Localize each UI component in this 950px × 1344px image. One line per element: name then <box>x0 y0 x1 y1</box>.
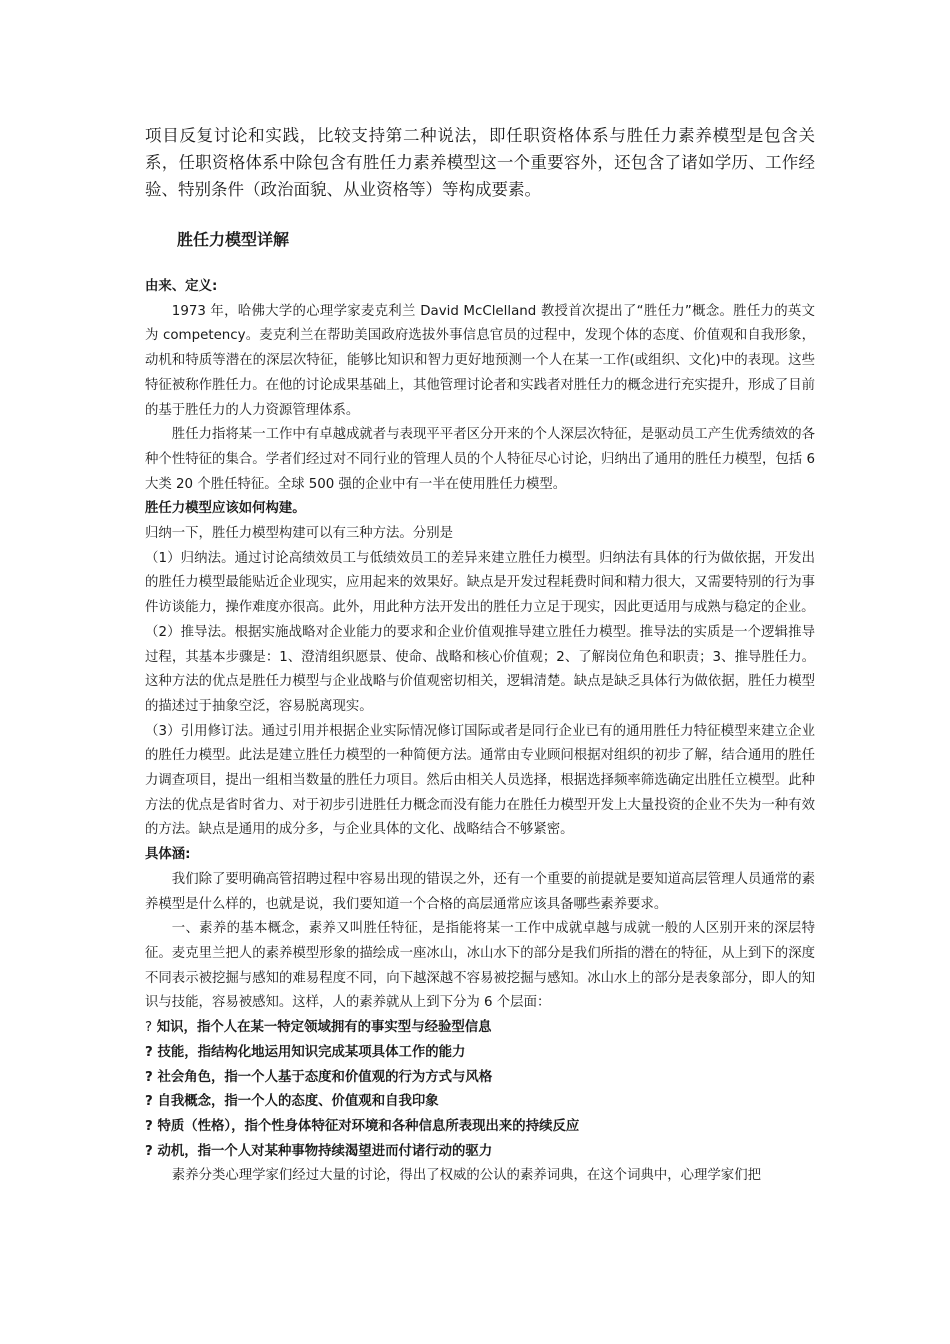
layer-text: 社会角色，指一个人基于态度和价值观的行为方式与风格 <box>157 1069 493 1085</box>
layer-item <box>145 1041 815 1066</box>
layer-item <box>145 1090 815 1115</box>
layer-text: 技能，指结构化地运用知识完成某项具体工作的能力 <box>157 1044 466 1060</box>
build-intro: 归纳一下，胜任力模型构建可以有三种方法。分别是 <box>145 526 453 542</box>
content-paragraph-1: 我们除了要明确高管招聘过程中容易出现的错误之外，还有一个重要的前提就是要知道高层管理人员通常的素养模型是什么样的，也就是说，我们要知道一个合格的高层通常应该具备哪些素养要求。 <box>145 871 815 912</box>
content-heading: 具体涵: <box>145 847 191 863</box>
content-paragraph-2: 一、素养的基本概念，素养又叫胜任特征，是指能将某一工作中成就卓越与成就一般的人区别开来的深层特征。麦克里兰把人的素养模型形象的描绘成一座冰山，冰山水下的部分是我们所指的潜在的特征，从上到下的深度不同表示被挖掘与感知的难易程度不同，向下越深越不容易被挖掘与感知。冰山水上的部分是表象部分，即人的知识与技能，容易被感知。这样，人的素养就从上到下分为 6 个层面： <box>145 921 815 1011</box>
document-body <box>145 275 815 1189</box>
document-page <box>145 122 815 1189</box>
bullet-mark: ? <box>145 1143 153 1159</box>
bullet-mark: ? <box>145 1020 153 1036</box>
origin-paragraph-1: 1973 年，哈佛大学的心理学家麦克利兰 David McClelland 教授首次提出了“胜任力”概念。胜任力的英文为 competency。麦克利兰在帮助美国政府选拔外事信息官员的过程中，发现个体的态度、价值观和自我形象，动机和特质等潜在的深层次特征，能够比知识和智力更好地预测一个人在某一工作(或组织、文化)中的表现。这些特征被称作胜任力。在他的讨论成果基础上，其他管理讨论者和实践者对胜任力的概念进行充实提升，形成了目前的基于胜任力的人力资源管理体系。 <box>145 303 815 418</box>
build-heading: 胜任力模型应该如何构建。 <box>145 501 306 517</box>
closing-paragraph: 素养分类心理学家们经过大量的讨论，得出了权威的公认的素养词典，在这个词典中，心理学家们把 <box>171 1168 761 1184</box>
layer-item <box>145 1115 815 1140</box>
method-2-paragraph: （2）推导法。根据实施战略对企业能力的要求和企业价值观推导建立胜任力模型。推导法的实质是一个逻辑推导过程，其基本步骤是：1、澄清组织愿景、使命、战略和核心价值观；2、了解岗位角色和职责；3、推导胜任力。这种方法的优点是胜任力模型与企业战略与价值观密切相关，逻辑清楚。缺点是缺乏具体行为做依据，胜任力模型的描述过于抽象空泛，容易脱离现实。 <box>145 624 815 714</box>
origin-paragraph-2: 胜任力指将某一工作中有卓越成就者与表现平平者区分开来的个人深层次特征，是驱动员工产生优秀绩效的各种个性特征的集合。学者们经过对不同行业的管理人员的个人特征尽心讨论，归纳出了通用的胜任力模型，包括 6 大类 20 个胜任特征。全球 500 强的企业中有一半在使用胜任力模型。 <box>145 427 815 492</box>
bullet-mark: ? <box>145 1094 153 1110</box>
intro-paragraph: 项目反复讨论和实践，比较支持第二种说法，即任职资格体系与胜任力素养模型是包含关系，任职资格体系中除包含有胜任力素养模型这一个重要容外，还包含了诸如学历、工作经验、特别条件（政治面貌、从业资格等）等构成要素。 <box>145 126 815 199</box>
bullet-mark: ? <box>145 1118 153 1134</box>
layer-item <box>145 1140 815 1165</box>
bullet-mark: ? <box>145 1069 153 1085</box>
layer-item <box>145 1016 815 1041</box>
bullet-mark: ? <box>145 1044 153 1060</box>
method-3-paragraph: （3）引用修订法。通过引用并根据企业实际情况修订国际或者是同行企业已有的通用胜任力特征模型来建立企业的胜任力模型。此法是建立胜任力模型的一种简便方法。通常由专业顾问根据对组织的初步了解，结合通用的胜任力调查项目，提出一组相当数量的胜任力项目。然后由相关人员选择，根据选择频率筛选确定出胜任立模型。此种方法的优点是省时省力、对于初步引进胜任力概念而没有能力在胜任力模型开发上大量投资的企业不失为一种有效的方法。缺点是通用的成分多，与企业具体的文化、战略结合不够紧密。 <box>145 723 815 838</box>
layer-text: 自我概念，指一个人的态度、价值观和自我印象 <box>157 1094 439 1110</box>
method-1-paragraph: （1）归纳法。通过讨论高绩效员工与低绩效员工的差异来建立胜任力模型。归纳法有具体的行为做依据，开发出的胜任力模型最能贴近企业现实，应用起来的效果好。缺点是开发过程耗费时间和精力很大，又需要特别的行为事件访谈能力，操作难度亦很高。此外，用此种方法开发出的胜任力立足于现实，因此更适用与成熟与稳定的企业。 <box>145 550 815 616</box>
section-title: 胜任力模型详解 <box>177 230 290 249</box>
layer-item <box>145 1066 815 1091</box>
layer-text: 特质（性格），指个性身体特征对环境和各种信息所表现出来的持续反应 <box>157 1118 580 1134</box>
origin-heading: 由来、定义: <box>145 279 218 294</box>
layer-text: 动机，指一个人对某种事物持续渴望进而付诸行动的驱力 <box>157 1143 493 1159</box>
layer-text: 知识，指个人在某一特定领域拥有的事实型与经验型信息 <box>156 1020 492 1036</box>
